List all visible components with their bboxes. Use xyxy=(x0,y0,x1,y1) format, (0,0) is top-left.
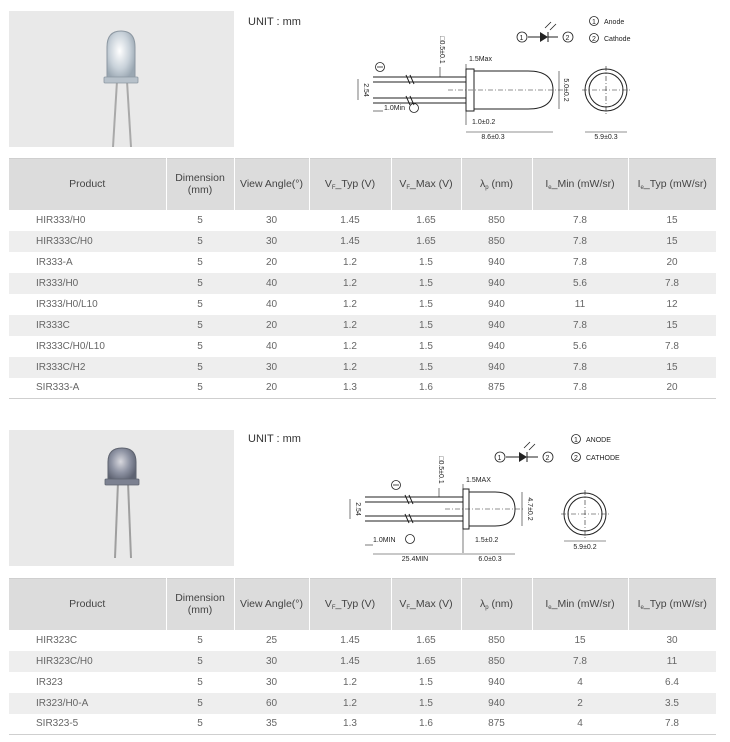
product-name-cell: IR333/H0 xyxy=(9,273,166,294)
dim-lead-pitch: 2.54 xyxy=(362,83,369,97)
table-cell: 875 xyxy=(461,378,532,399)
table-cell: 1.6 xyxy=(391,378,461,399)
dim-flange: 1.5±0.2 xyxy=(475,537,499,544)
table-cell: 7.8 xyxy=(532,315,628,336)
table-cell: 30 xyxy=(234,357,309,378)
dim-body-length: 6.0±0.3 xyxy=(478,556,502,563)
spec-table-1 xyxy=(9,158,716,399)
table-cell: 940 xyxy=(461,315,532,336)
table-cell: 940 xyxy=(461,336,532,357)
table-cell: 940 xyxy=(461,273,532,294)
table-row xyxy=(9,357,716,378)
table-cell: 1.45 xyxy=(309,210,391,231)
table-cell: 5 xyxy=(166,693,234,714)
table-cell: 1.5 xyxy=(391,693,461,714)
dimension-label: Dimension xyxy=(175,172,225,185)
table-cell: 940 xyxy=(461,294,532,315)
dimension-unit: (mm) xyxy=(187,184,213,197)
table-cell: 20 xyxy=(234,315,309,336)
table-cell: 5 xyxy=(166,336,234,357)
dimension-label: Dimension xyxy=(175,592,225,605)
product-name-cell: HIR323C xyxy=(9,630,166,651)
col-header-ie-typ: $I_e\_Typ$ (mW/sr) xyxy=(628,159,716,210)
table-cell: 1.5 xyxy=(391,315,461,336)
col-header-vf-typ: $V_F\_Typ$ (V) xyxy=(309,159,391,210)
table-header-row xyxy=(9,579,716,630)
table-cell: 940 xyxy=(461,672,532,693)
table-cell: 7.8 xyxy=(532,357,628,378)
table-cell: 5 xyxy=(166,672,234,693)
table-cell: 940 xyxy=(461,252,532,273)
table-cell: 5 xyxy=(166,252,234,273)
table-cell: 20 xyxy=(234,252,309,273)
dim-gap-min: 1.0Min xyxy=(384,105,406,112)
product-name-cell: IR333C/H0/L10 xyxy=(9,336,166,357)
unit-label: UNIT : mm xyxy=(248,16,301,28)
product-name-cell: IR333/H0/L10 xyxy=(9,294,166,315)
table-cell: 7.8 xyxy=(628,336,716,357)
dimension-unit: (mm) xyxy=(187,604,213,617)
table-cell: 1.2 xyxy=(309,357,391,378)
table-cell: 30 xyxy=(628,630,716,651)
table-cell: 20 xyxy=(234,378,309,399)
table-cell: 1.45 xyxy=(309,630,391,651)
table-cell: 1.65 xyxy=(391,231,461,252)
col-header-wavelength: $\lambda_p$ (nm) xyxy=(461,159,532,210)
col-header-wavelength: $\lambda_p$ (nm) xyxy=(461,579,532,630)
table-cell: 1.65 xyxy=(391,651,461,672)
col-header-vf-typ: $V_F\_Typ$ (V) xyxy=(309,579,391,630)
dim-body-length: 8.6±0.3 xyxy=(481,134,505,141)
table-cell: 940 xyxy=(461,693,532,714)
table-cell: 1.2 xyxy=(309,294,391,315)
dim-body-diameter: 5.0±0.2 xyxy=(562,78,569,102)
table-cell: 7.8 xyxy=(532,252,628,273)
table-cell: 35 xyxy=(234,714,309,735)
dim-flange-max: 1.5Max xyxy=(469,56,492,63)
table-cell: 7.8 xyxy=(532,651,628,672)
table-cell: 15 xyxy=(628,231,716,252)
col-header-vf-max: $V_F\_Max$ (V) xyxy=(391,159,461,210)
table-row xyxy=(9,294,716,315)
table-cell: 7.8 xyxy=(532,210,628,231)
table-cell: 5 xyxy=(166,294,234,315)
product-name-cell: IR333-A xyxy=(9,252,166,273)
table-cell: 1.3 xyxy=(309,714,391,735)
table-cell: 1.2 xyxy=(309,672,391,693)
table-cell: 5 xyxy=(166,630,234,651)
table-cell: 1.3 xyxy=(309,378,391,399)
svg-text:2: 2 xyxy=(574,455,578,462)
table-cell: 11 xyxy=(532,294,628,315)
unit-label: UNIT : mm xyxy=(248,433,301,445)
table-cell: 1.65 xyxy=(391,210,461,231)
table-cell: 1.5 xyxy=(391,672,461,693)
led-photo-tinted xyxy=(9,430,234,566)
table-cell: 40 xyxy=(234,294,309,315)
svg-text:1: 1 xyxy=(574,437,578,444)
dim-body-diameter: 4.7±0.2 xyxy=(526,497,533,521)
product-name-cell: IR323/H0-A xyxy=(9,693,166,714)
table-cell: 2 xyxy=(532,693,628,714)
table-cell: 850 xyxy=(461,210,532,231)
table-cell: 5 xyxy=(166,378,234,399)
col-header-product: Product xyxy=(9,159,166,210)
table-cell: 1.2 xyxy=(309,315,391,336)
table-row xyxy=(9,336,716,357)
table-cell: 7.8 xyxy=(532,231,628,252)
table-row xyxy=(9,231,716,252)
dim-flange-diameter: 5.9±0.2 xyxy=(573,544,597,551)
col-header-view-angle: View Angle(°) xyxy=(234,579,309,630)
table-cell: 60 xyxy=(234,693,309,714)
table-row xyxy=(9,315,716,336)
col-header-dimension xyxy=(166,579,234,630)
led-photo-clear xyxy=(9,11,234,147)
table-cell: 5 xyxy=(166,231,234,252)
table-cell: 30 xyxy=(234,651,309,672)
col-header-ie-min: $I_e\_Min$ (mW/sr) xyxy=(532,159,628,210)
table-row xyxy=(9,714,716,735)
table-row xyxy=(9,378,716,399)
col-header-ie-typ: $I_e\_Typ$ (mW/sr) xyxy=(628,579,716,630)
table-cell: 7.8 xyxy=(628,714,716,735)
dim-flange-diameter: 5.9±0.3 xyxy=(594,134,618,141)
product-name-cell: IR333C xyxy=(9,315,166,336)
table-cell: 15 xyxy=(628,315,716,336)
svg-text:2: 2 xyxy=(545,455,550,462)
dim-gap-min: 1.0MIN xyxy=(373,537,396,544)
table-cell: 15 xyxy=(628,210,716,231)
product-name-cell: SIR323-5 xyxy=(9,714,166,735)
table-cell: 5.6 xyxy=(532,273,628,294)
table-cell: 940 xyxy=(461,357,532,378)
table-cell: 15 xyxy=(532,630,628,651)
table-cell: 5 xyxy=(166,315,234,336)
product-name-cell: HIR323C/H0 xyxy=(9,651,166,672)
table-cell: 4 xyxy=(532,672,628,693)
table-row xyxy=(9,630,716,651)
product-name-cell: HIR333/H0 xyxy=(9,210,166,231)
table-cell: 30 xyxy=(234,231,309,252)
product-name-cell: SIR333-A xyxy=(9,378,166,399)
product-section-2 xyxy=(0,420,730,742)
table-cell: 1.2 xyxy=(309,693,391,714)
table-cell: 1.5 xyxy=(391,336,461,357)
table-cell: 1.45 xyxy=(309,231,391,252)
product-name-cell: IR323 xyxy=(9,672,166,693)
cathode-label: CATHODE xyxy=(586,455,620,462)
table-row xyxy=(9,273,716,294)
product-name-cell: HIR333C/H0 xyxy=(9,231,166,252)
table-row xyxy=(9,672,716,693)
dim-flange-max: 1.5MAX xyxy=(466,477,491,484)
table-cell: 3.5 xyxy=(628,693,716,714)
table-cell: 30 xyxy=(234,672,309,693)
table-cell: 5 xyxy=(166,273,234,294)
table-cell: 30 xyxy=(234,210,309,231)
table-row xyxy=(9,252,716,273)
table-cell: 40 xyxy=(234,273,309,294)
table-cell: 7.8 xyxy=(532,378,628,399)
table-header-row xyxy=(9,159,716,210)
dim-lead-square: □0.5±0.1 xyxy=(438,36,445,64)
table-cell: 1.2 xyxy=(309,252,391,273)
table-cell: 1.5 xyxy=(391,357,461,378)
table-cell: 1.5 xyxy=(391,273,461,294)
svg-text:1: 1 xyxy=(592,19,596,26)
col-header-vf-max: $V_F\_Max$ (V) xyxy=(391,579,461,630)
svg-text:1: 1 xyxy=(519,35,524,42)
table-cell: 1.5 xyxy=(391,252,461,273)
table-cell: 875 xyxy=(461,714,532,735)
anode-label: Anode xyxy=(604,19,625,26)
table-cell: 11 xyxy=(628,651,716,672)
table-cell: 1.2 xyxy=(309,273,391,294)
table-cell: 7.8 xyxy=(628,273,716,294)
dimension-drawing-1 xyxy=(348,12,648,147)
table-cell: 15 xyxy=(628,357,716,378)
table-cell: 20 xyxy=(628,378,716,399)
dim-flange: 1.0±0.2 xyxy=(472,119,496,126)
table-cell: 1.6 xyxy=(391,714,461,735)
anode-label: ANODE xyxy=(586,437,611,444)
table-cell: 12 xyxy=(628,294,716,315)
table-cell: 850 xyxy=(461,651,532,672)
col-header-dimension xyxy=(166,159,234,210)
table-cell: 1.2 xyxy=(309,336,391,357)
svg-text:1: 1 xyxy=(497,455,502,462)
svg-text:2: 2 xyxy=(565,35,570,42)
table-cell: 850 xyxy=(461,231,532,252)
col-header-ie-min: $I_e\_Min$ (mW/sr) xyxy=(532,579,628,630)
col-header-view-angle: View Angle(°) xyxy=(234,159,309,210)
table-row xyxy=(9,210,716,231)
table-cell: 5 xyxy=(166,210,234,231)
table-cell: 6.4 xyxy=(628,672,716,693)
table-cell: 1.65 xyxy=(391,630,461,651)
table-cell: 4 xyxy=(532,714,628,735)
dim-lead-square: □0.5±0.1 xyxy=(437,456,444,484)
table-cell: 5 xyxy=(166,651,234,672)
table-cell: 5.6 xyxy=(532,336,628,357)
table-cell: 1.45 xyxy=(309,651,391,672)
svg-text:2: 2 xyxy=(592,36,596,43)
table-cell: 25 xyxy=(234,630,309,651)
product-name-cell: IR333C/H2 xyxy=(9,357,166,378)
table-cell: 5 xyxy=(166,714,234,735)
dimension-drawing-2 xyxy=(335,428,665,568)
table-row xyxy=(9,651,716,672)
table-cell: 40 xyxy=(234,336,309,357)
table-cell: 850 xyxy=(461,630,532,651)
dim-lead-pitch: 2.54 xyxy=(354,502,361,516)
col-header-product: Product xyxy=(9,579,166,630)
cathode-label: Cathode xyxy=(604,36,631,43)
dim-lead-length: 25.4MIN xyxy=(401,556,429,563)
table-cell: 1.5 xyxy=(391,294,461,315)
table-cell: 5 xyxy=(166,357,234,378)
table-row xyxy=(9,693,716,714)
table-cell: 20 xyxy=(628,252,716,273)
spec-table-2 xyxy=(9,578,716,735)
